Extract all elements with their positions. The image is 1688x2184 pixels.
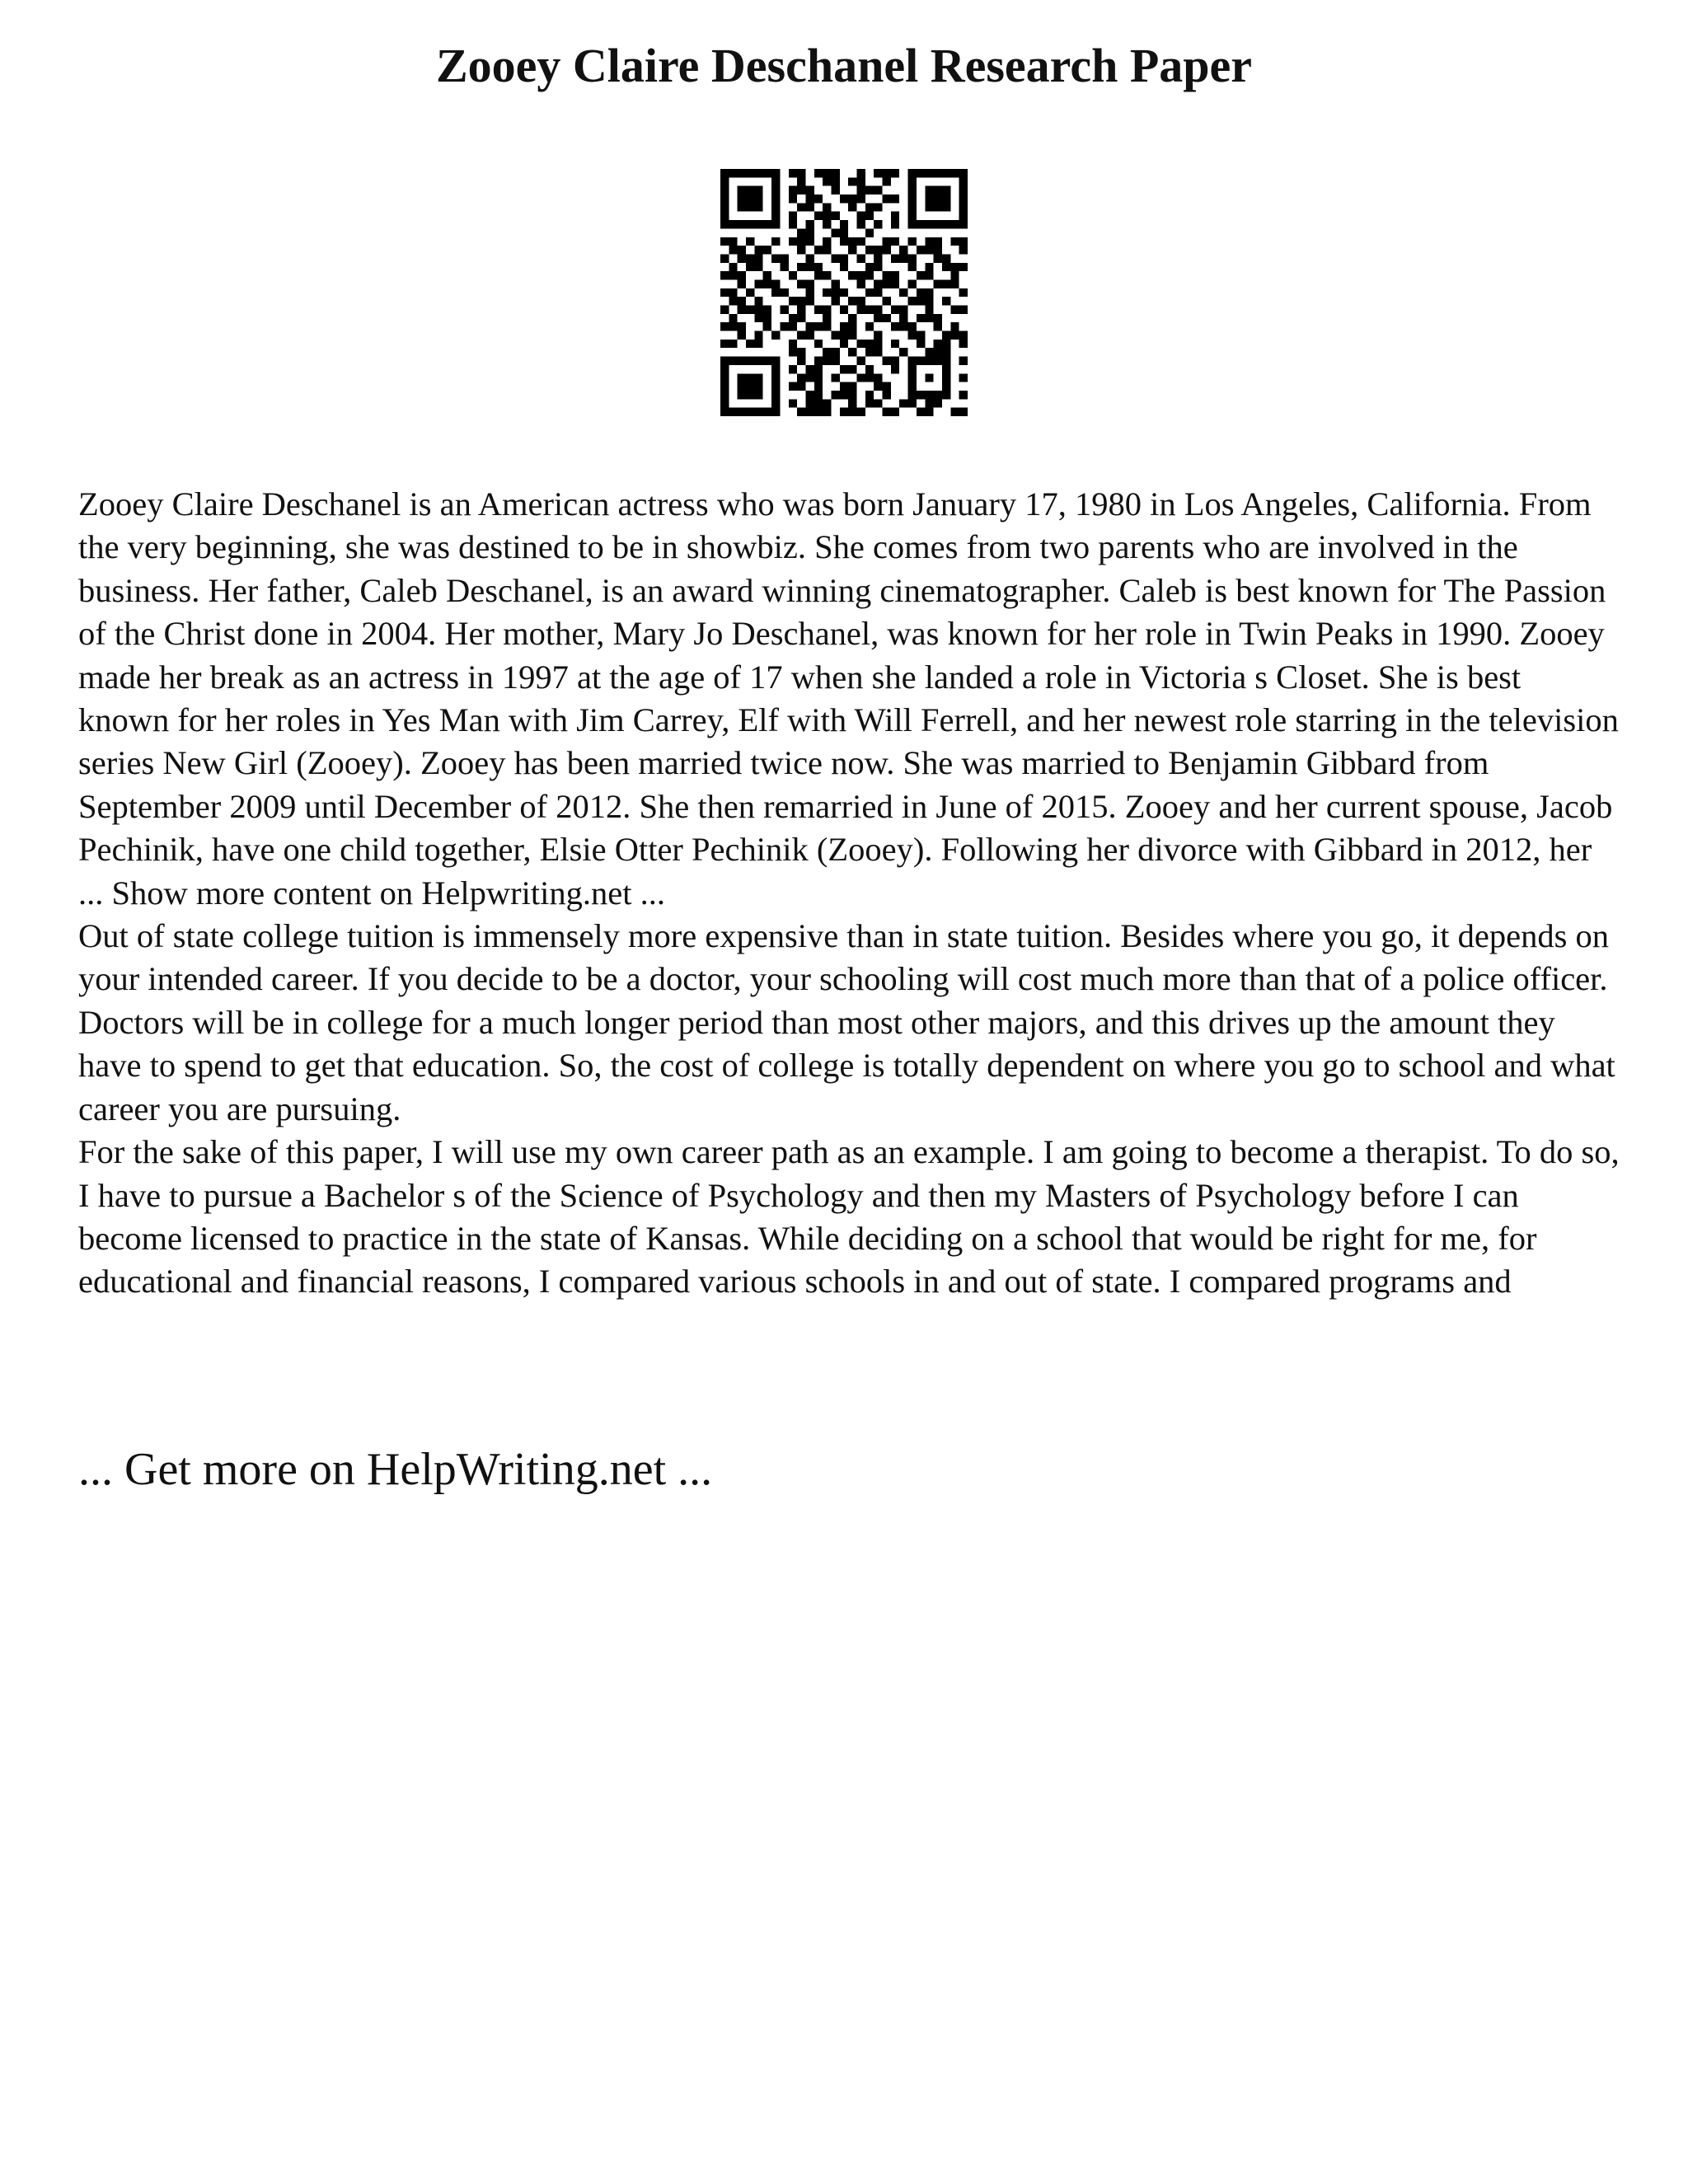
article-body xyxy=(78,483,1620,1304)
page-title: Zooey Claire Deschanel Research Paper xyxy=(435,39,1253,92)
qr-code-graphic xyxy=(720,169,968,416)
paragraph-1: Zooey Claire Deschanel is an American actress who was born January 17, 1980 in Los Angeles, California. From the very beginning, she was destined to be in showbiz. She comes from two parents who are involved in the business. Her father, Caleb Deschanel, is an award winning cinematographer. Caleb is best known for The Passion of the Christ done in 2004. Her mother, Mary Jo Deschanel, was known for her role in Twin Peaks in 1990. Zooey made her break as an actress in 1997 at the age of 17 when she landed a role in Victoria s Closet. She is best known for her roles in Yes Man with Jim Carrey, Elf with Will Ferrell, and her newest role starring in the television series New Girl (Zooey). Zooey has been married twice now. She was married to Benjamin Gibbard from September 2009 until December of 2012. She then remarried in June of 2015. Zooey and her current spouse, Jacob Pechinik, have one child together, Elsie Otter Pechinik (Zooey). Following her divorce with Gibbard in 2012, her ... Show more content on Helpwriting.net ... xyxy=(78,485,1619,912)
qr-code-icon xyxy=(720,169,968,416)
get-more-link[interactable]: ... Get more on HelpWriting.net ... xyxy=(78,1444,713,1495)
paragraph-2: Out of state college tuition is immensely more expensive than in state tuition. Besides where you go, it depends on your intended career. If you decide to be a doctor, your schooling will cost much more than that of a police officer. Doctors will be in college for a much longer period than most other majors, and this drives up the amount they have to spend to get that education. So, the cost of college is totally dependent on where you go to school and what career you are pursuing. xyxy=(78,917,1615,1127)
paragraph-3: For the sake of this paper, I will use my own career path as an example. I am going to become a therapist. To do so, I have to pursue a Bachelor s of the Science of Psychology and then my Masters of Psychology before I can become licensed to practice in the state of Kansas. While deciding on a school that would be right for me, for educational and financial reasons, I compared various schools in and out of state. I compared programs and xyxy=(78,1133,1620,1301)
